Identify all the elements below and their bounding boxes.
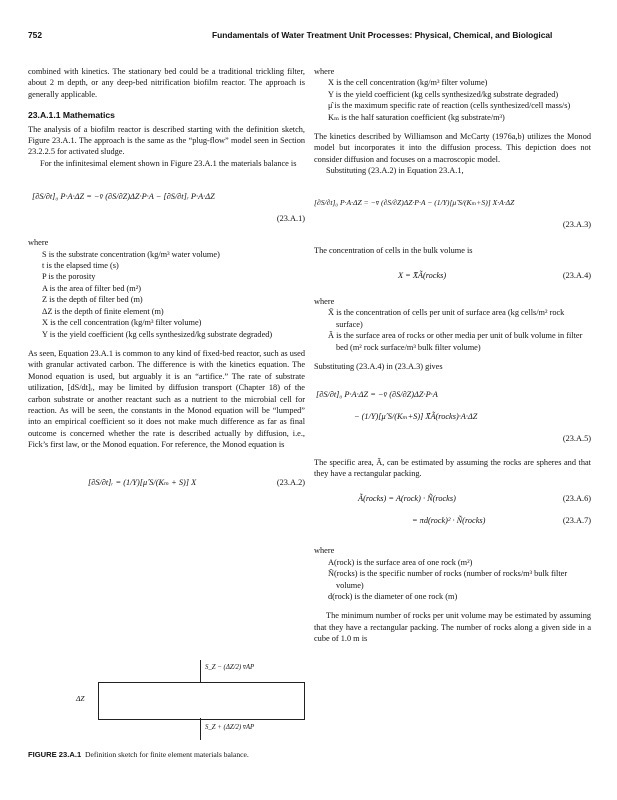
definition-item: Ñ(rocks) is the specific number of rocks (number of rocks/m³ bulk filter volume) bbox=[328, 569, 568, 590]
where-label: where bbox=[314, 546, 335, 556]
equation-text: [∂S/∂t]₀ P·A·ΔZ = −v̄ (∂S/∂Z)ΔZ·P·A − (1/Y)[μ̂ S/(Kₘ+S)] X·A·ΔZ bbox=[314, 197, 515, 207]
figure-23-A-1 bbox=[28, 660, 305, 740]
definition-list bbox=[314, 77, 591, 123]
where-label: where bbox=[314, 297, 335, 307]
paragraph: For the infinitesimal element shown in Figure 23.A.1 the materials balance is bbox=[40, 158, 297, 168]
section-heading: 23.A.1.1 Mathematics bbox=[28, 110, 115, 121]
definition-item: Kₘ is the half saturation coefficient (kg substrate/m³) bbox=[328, 112, 505, 122]
paragraph: The specific area, Ã, can be estimated by assuming the rocks are spheres and that they have a rectangular packing. bbox=[314, 457, 591, 478]
equation-text: Ã(rocks) = A(rock) · Ñ(rocks) bbox=[358, 494, 456, 504]
definition-item: Ã is the surface area of rocks or other media per unit of bulk volume in filter bed (m² rock surface/m³ bulk filter volume) bbox=[328, 331, 583, 352]
definition-list bbox=[314, 557, 591, 603]
definition-item: A is the area of filter bed (m²) bbox=[42, 283, 142, 293]
definition-item: A(rock) is the surface area of one rock (m²) bbox=[328, 557, 473, 567]
caption-label: FIGURE 23.A.1 bbox=[28, 750, 82, 759]
paragraph: Substituting (23.A.2) in Equation 23.A.1, bbox=[326, 166, 464, 176]
equation-number: (23.A.6) bbox=[562, 494, 591, 504]
equation-23-A-6-7 bbox=[314, 493, 591, 537]
delta-z-label: ΔZ bbox=[76, 694, 85, 703]
equation-text: [∂S/∂t]₀ P·A·ΔZ = −v̄ (∂S/∂Z)ΔZ·P·A − [∂S/∂t]ᵣ P·A·ΔZ bbox=[32, 192, 215, 202]
equation-text: [∂S/∂t]₀ P·A·ΔZ = −v̄ (∂S/∂Z)ΔZ·P·A bbox=[316, 389, 438, 399]
equation-number: (23.A.2) bbox=[276, 477, 305, 487]
equation-text: = πd(rock)² · Ñ(rocks) bbox=[412, 516, 486, 526]
paragraph: The minimum number of rocks per unit volume may be estimated by assuming that they have a rectangular packing. The number of rocks along a given side in a cube of 1.0 m is bbox=[314, 611, 591, 644]
equation-number: (23.A.7) bbox=[562, 516, 591, 526]
left-column bbox=[28, 66, 305, 513]
definition-list bbox=[28, 249, 305, 340]
running-header: Fundamentals of Water Treatment Unit Processes: Physical, Chemical, and Biological bbox=[212, 30, 553, 40]
paragraph: The analysis of a biofilm reactor is described starting with the definition sketch, Figure 23.A.1. The approach is the same as the “plug-flow” model seen in Section 23.2.2.5 for activated sludge. bbox=[28, 124, 305, 157]
equation-number: (23.A.3) bbox=[562, 219, 591, 229]
where-label: where bbox=[28, 238, 49, 248]
definition-item: P is the porosity bbox=[42, 272, 96, 282]
definition-item: d(rock) is the diameter of one rock (m) bbox=[328, 591, 458, 601]
outflow-label: S_Z + (ΔZ/2) v̄AP bbox=[205, 724, 255, 731]
paragraph: The concentration of cells in the bulk volume is bbox=[314, 245, 473, 255]
definition-item: Y is the yield coefficient (kg cells synthesized/kg substrate degraded) bbox=[328, 89, 559, 99]
equation-23-A-5 bbox=[314, 383, 591, 449]
equation-text: − (1/Y)[μ̂ S/(Kₘ+S)] X̄Ã(rocks)·A·ΔZ bbox=[354, 411, 478, 421]
equation-text: X = X̄Ã(rocks) bbox=[398, 271, 447, 281]
definition-item: μ̂ is the maximum specific rate of reaction (cells synthesized/cell mass/s) bbox=[328, 101, 571, 111]
right-column bbox=[314, 66, 591, 645]
caption-text: Definition sketch for finite element materials balance. bbox=[84, 750, 249, 759]
definition-item: X̄ is the concentration of cells per unit of surface area (kg cells/m² rock surface) bbox=[328, 308, 565, 329]
inflow-label: S_Z − (ΔZ/2) v̄AP bbox=[205, 664, 255, 671]
definition-item: S is the substrate concentration (kg/m³ water volume) bbox=[42, 249, 220, 259]
where-label: where bbox=[314, 67, 335, 76]
paragraph: As seen, Equation 23.A.1 is common to any kind of fixed-bed reactor, such as used with granular activated carbon. The difference is with the kinetics equation. The Monod equation is used, but arguably it is an “artifice.” The rate of substrate utilization, [dS/dt]ᵣ, may be limited by diffusion transport (Chapter 18) of the carbon substrate or another reactant such as a nutrient to the microbial cell for reaction. As will be seen, the constants in the Monod equation will be “lumped” into an empirical coefficient so it does not make much difference as far as final outcome is concerned whether the rate is described actually by diffusion, i.e., Fick’s first law, or the Monod equation. For reference, the Monod equation is bbox=[28, 348, 305, 450]
equation-number: (23.A.4) bbox=[562, 271, 591, 281]
definition-item: Y is the yield coefficient (kg cells synthesized/kg substrate degraded) bbox=[42, 329, 273, 339]
definition-item: Z is the depth of filter bed (m) bbox=[42, 295, 143, 305]
figure-caption bbox=[28, 750, 305, 760]
outflow-line bbox=[200, 718, 201, 740]
paragraph: Substituting (23.A.4) in (23.A.3) gives bbox=[314, 362, 443, 372]
definition-item: t is the elapsed time (s) bbox=[42, 261, 119, 271]
equation-23-A-4 bbox=[314, 266, 591, 288]
equation-text: [∂S/∂t]ᵣ = (1/Y)[μ̂ S/(Kₘ + S)] X bbox=[88, 477, 197, 487]
inflow-line bbox=[200, 660, 201, 682]
equation-23-A-1 bbox=[28, 183, 305, 229]
definition-item: X is the cell concentration (kg/m³ filter volume) bbox=[328, 78, 488, 88]
definition-list bbox=[314, 307, 591, 353]
equation-number: (23.A.5) bbox=[562, 433, 591, 443]
definition-item: ΔZ is the depth of finite element (m) bbox=[42, 306, 164, 316]
intro-paragraph: combined with kinetics. The stationary bed could be a traditional trickling filter, about 2 m depth, or any deep-bed nitrification biofilm reactor. The approach is generally applicable. bbox=[28, 67, 305, 99]
definition-item: X is the cell concentration (kg/m³ filter volume) bbox=[42, 318, 202, 328]
equation-23-A-3 bbox=[314, 189, 591, 237]
equation-23-A-2 bbox=[28, 465, 305, 505]
page-number: 752 bbox=[28, 30, 42, 40]
equation-number: (23.A.1) bbox=[276, 214, 305, 224]
paragraph: The kinetics described by Williamson and McCarty (1976a,b) utilizes the Monod model but incorporates it into the diffusion process. This depiction does not consider diffusion and focuses on a macroscopic model. bbox=[314, 132, 591, 164]
finite-element-box bbox=[98, 682, 305, 720]
